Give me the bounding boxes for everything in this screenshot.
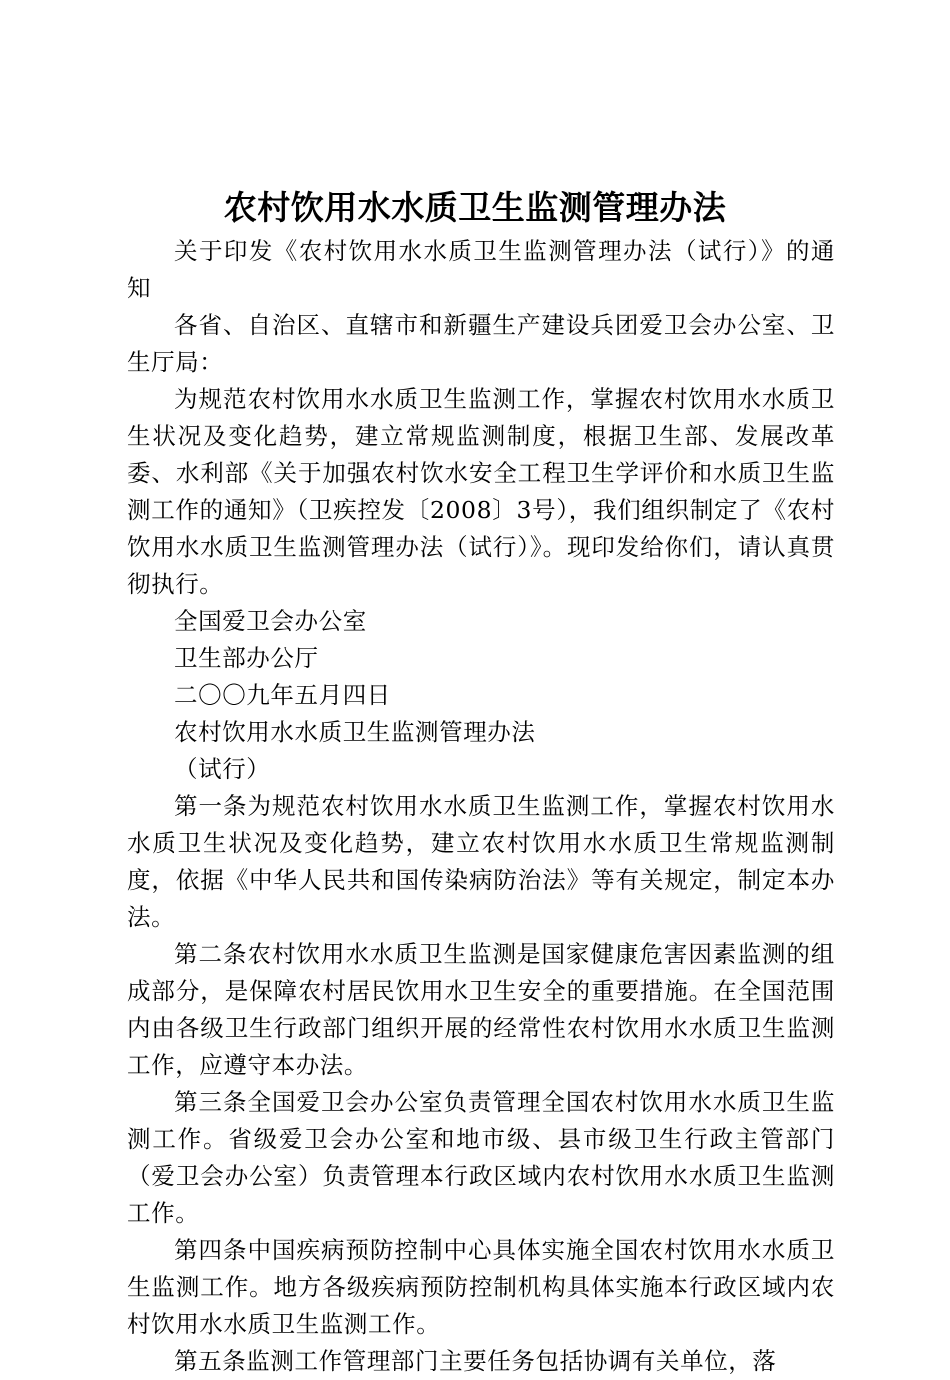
notice-body-paragraph: 为规范农村饮用水水质卫生监测工作，掌握农村饮用水水质卫生状况及变化趋势，建立常规监测制度，根据卫生部、发展改革委、水利部《关于加强农村饮水安全工程卫生学评价和水质卫生监测工作的通知》（卫疾控发〔2008〕3号），我们组织制定了《农村饮用水水质卫生监测管理办法（试行）》。现印发给你们，请认真贯彻执行。 bbox=[127, 385, 835, 598]
article-3-paragraph: 第三条全国爱卫会办公室负责管理全国农村饮用水水质卫生监测工作。省级爱卫会办公室和地市级、县市级卫生行政主管部门（爱卫会办公室）负责管理本行政区域内农村饮用水水质卫生监测工作。 bbox=[127, 1088, 835, 1227]
article-5-paragraph: 第五条监测工作管理部门主要任务包括协调有关单位，落 bbox=[174, 1347, 777, 1375]
issuer-2-paragraph: 卫生部办公厅 bbox=[174, 644, 319, 672]
article-4-paragraph: 第四条中国疾病预防控制中心具体实施全国农村饮用水水质卫生监测工作。地方各级疾病预防控制机构具体实施本行政区域内农村饮用水水质卫生监测工作。 bbox=[127, 1236, 835, 1338]
article-1-paragraph: 第一条为规范农村饮用水水质卫生监测工作，掌握农村饮用水水质卫生状况及变化趋势，建立农村饮用水水质卫生常规监测制度，依据《中华人民共和国传染病防治法》等有关规定，制定本办法。 bbox=[127, 792, 835, 931]
recipients-paragraph: 各省、自治区、直辖市和新疆生产建设兵团爱卫会办公室、卫生厅局： bbox=[127, 311, 835, 376]
trial-note-paragraph: （试行） bbox=[174, 755, 271, 783]
article-2-paragraph: 第二条农村饮用水水质卫生监测是国家健康危害因素监测的组成部分，是保障农村居民饮用水卫生安全的重要措施。在全国范围内由各级卫生行政部门组织开展的经常性农村饮用水水质卫生监测工作，应遵守本办法。 bbox=[127, 940, 835, 1079]
date-paragraph: 二〇〇九年五月四日 bbox=[174, 681, 391, 709]
notice-heading-paragraph: 关于印发《农村饮用水水质卫生监测管理办法（试行）》的通知 bbox=[127, 237, 835, 302]
document-title: 农村饮用水水质卫生监测管理办法 bbox=[223, 188, 727, 227]
regulation-title-paragraph: 农村饮用水水质卫生监测管理办法 bbox=[174, 718, 536, 746]
issuer-1-paragraph: 全国爱卫会办公室 bbox=[174, 607, 367, 635]
document-body bbox=[127, 233, 835, 1380]
